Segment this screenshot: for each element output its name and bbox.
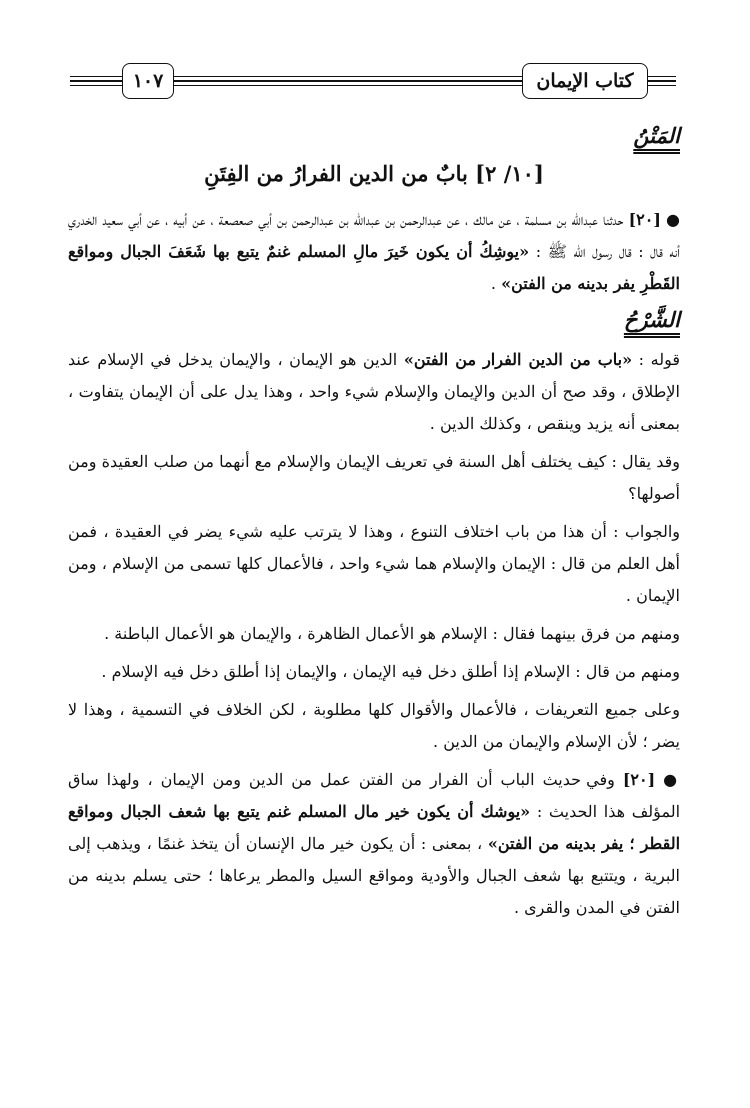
hadith-isnad: حدثنا عبدالله بن مسلمة ، عن مالك ، عن عبدالرحمن بن عبدالله بن عبدالرحمن بن أبي صعصعة ، عن أبيه ، عن أبي سعيد الخدري أنه قال : قال رسول الله ﷺ : (68, 210, 681, 261)
sharh-paragraph-4: ومنهم من فرق بينهما فقال : الإسلام هو الأعمال الظاهرة ، والإيمان هو الأعمال الباطنة . (104, 624, 680, 643)
running-header (70, 60, 676, 104)
sharh-paragraph-2: وقد يقال : كيف يختلف أهل السنة في تعريف الإيمان والإسلام مع أنهما من صلب العقيدة ومن أصولها؟ (68, 452, 680, 503)
sharh-paragraph-7 (68, 764, 680, 924)
chapter-heading (68, 154, 680, 194)
paragraph-intro: قوله : (632, 350, 680, 369)
hadith-number: [٢٠] (628, 210, 661, 229)
chapter-number: [١٠/ ٢] (475, 161, 544, 186)
page-number: ١٠٧ (122, 63, 174, 99)
sharh-paragraph-5: ومنهم من قال : الإسلام إذا أطلق دخل فيه الإيمان ، والإيمان إذا أطلق دخل فيه الإسلام . (101, 662, 680, 681)
chapter-title: بابٌ من الدين الفرارُ من الفِتَنِ (204, 161, 468, 186)
hadith-text (68, 204, 680, 300)
page-body (68, 118, 680, 924)
hadith-number: [٢٠] (622, 770, 656, 789)
sharh-paragraph-1 (68, 344, 680, 440)
bullet-icon: ● (666, 210, 680, 229)
quoted-hadith: «يوشك أن يكون خير مال المسلم غنم يتبع بها شعف الجبال ومواقع القطر ؛ يفر بدينه من الفتن» (68, 802, 681, 853)
quoted-heading: «باب من الدين الفرار من الفتن» (403, 350, 633, 369)
book-title: كتاب الإيمان (522, 63, 648, 99)
sharh-label: الشَّرْحُ (623, 307, 680, 332)
sharh-paragraph-6: وعلى جميع التعريفات ، فالأعمال والأقوال كلها مطلوبة ، لكن الخلاف في التسمية ، وهذا لا يضر ؛ لأن الإسلام والإيمان من الدين . (68, 700, 680, 751)
sharh-paragraph-3: والجواب : أن هذا من باب اختلاف التنوع ، وهذا لا يترتب عليه شيء يضر في العقيدة ، فمن أهل العلم من قال : الإيمان والإسلام هما شيء واحد ، فالأعمال كلها تسمى من الإسلام ، ومن الإيمان . (68, 522, 681, 605)
bullet-icon: ● (663, 770, 681, 789)
paragraph-text: الدين هو الإيمان ، والإيمان يدخل في الإسلام عند الإطلاق ، وقد صح أن الدين والإيمان والإسلام شيء واحد ، وهذا يدل على أن الإيمان يتفاوت ، بمعنى أنه يزيد وينقص ، وكذلك الدين . (68, 350, 680, 433)
paragraph-text: وفي حديث الباب أن الفرار من الفتن عمل من الدين ومن الإيمان ، ولهذا ساق المؤلف هذا الحديث : (68, 770, 681, 821)
paragraph-text: ، بمعنى : أن يكون خير مال الإنسان أن يتخذ غنمًا ، ويذهب إلى البرية ، ويتتبع بها شعف الجبال والأودية ومواقع السيل والمطر يرعاها ؛ حتى يسلم بدينه من الفتن في المدن والقرى . (68, 834, 681, 917)
hadith-end: . (490, 274, 496, 293)
matn-label: المَتْنُ (633, 123, 680, 148)
hadith-matn: «يوشِكُ أن يكون خَيرَ مالِ المسلم غنمٌ يتبع بها شَعَفَ الجبال ومواقع القَطْرِ يفر بدينه من الفتن» (68, 242, 680, 293)
